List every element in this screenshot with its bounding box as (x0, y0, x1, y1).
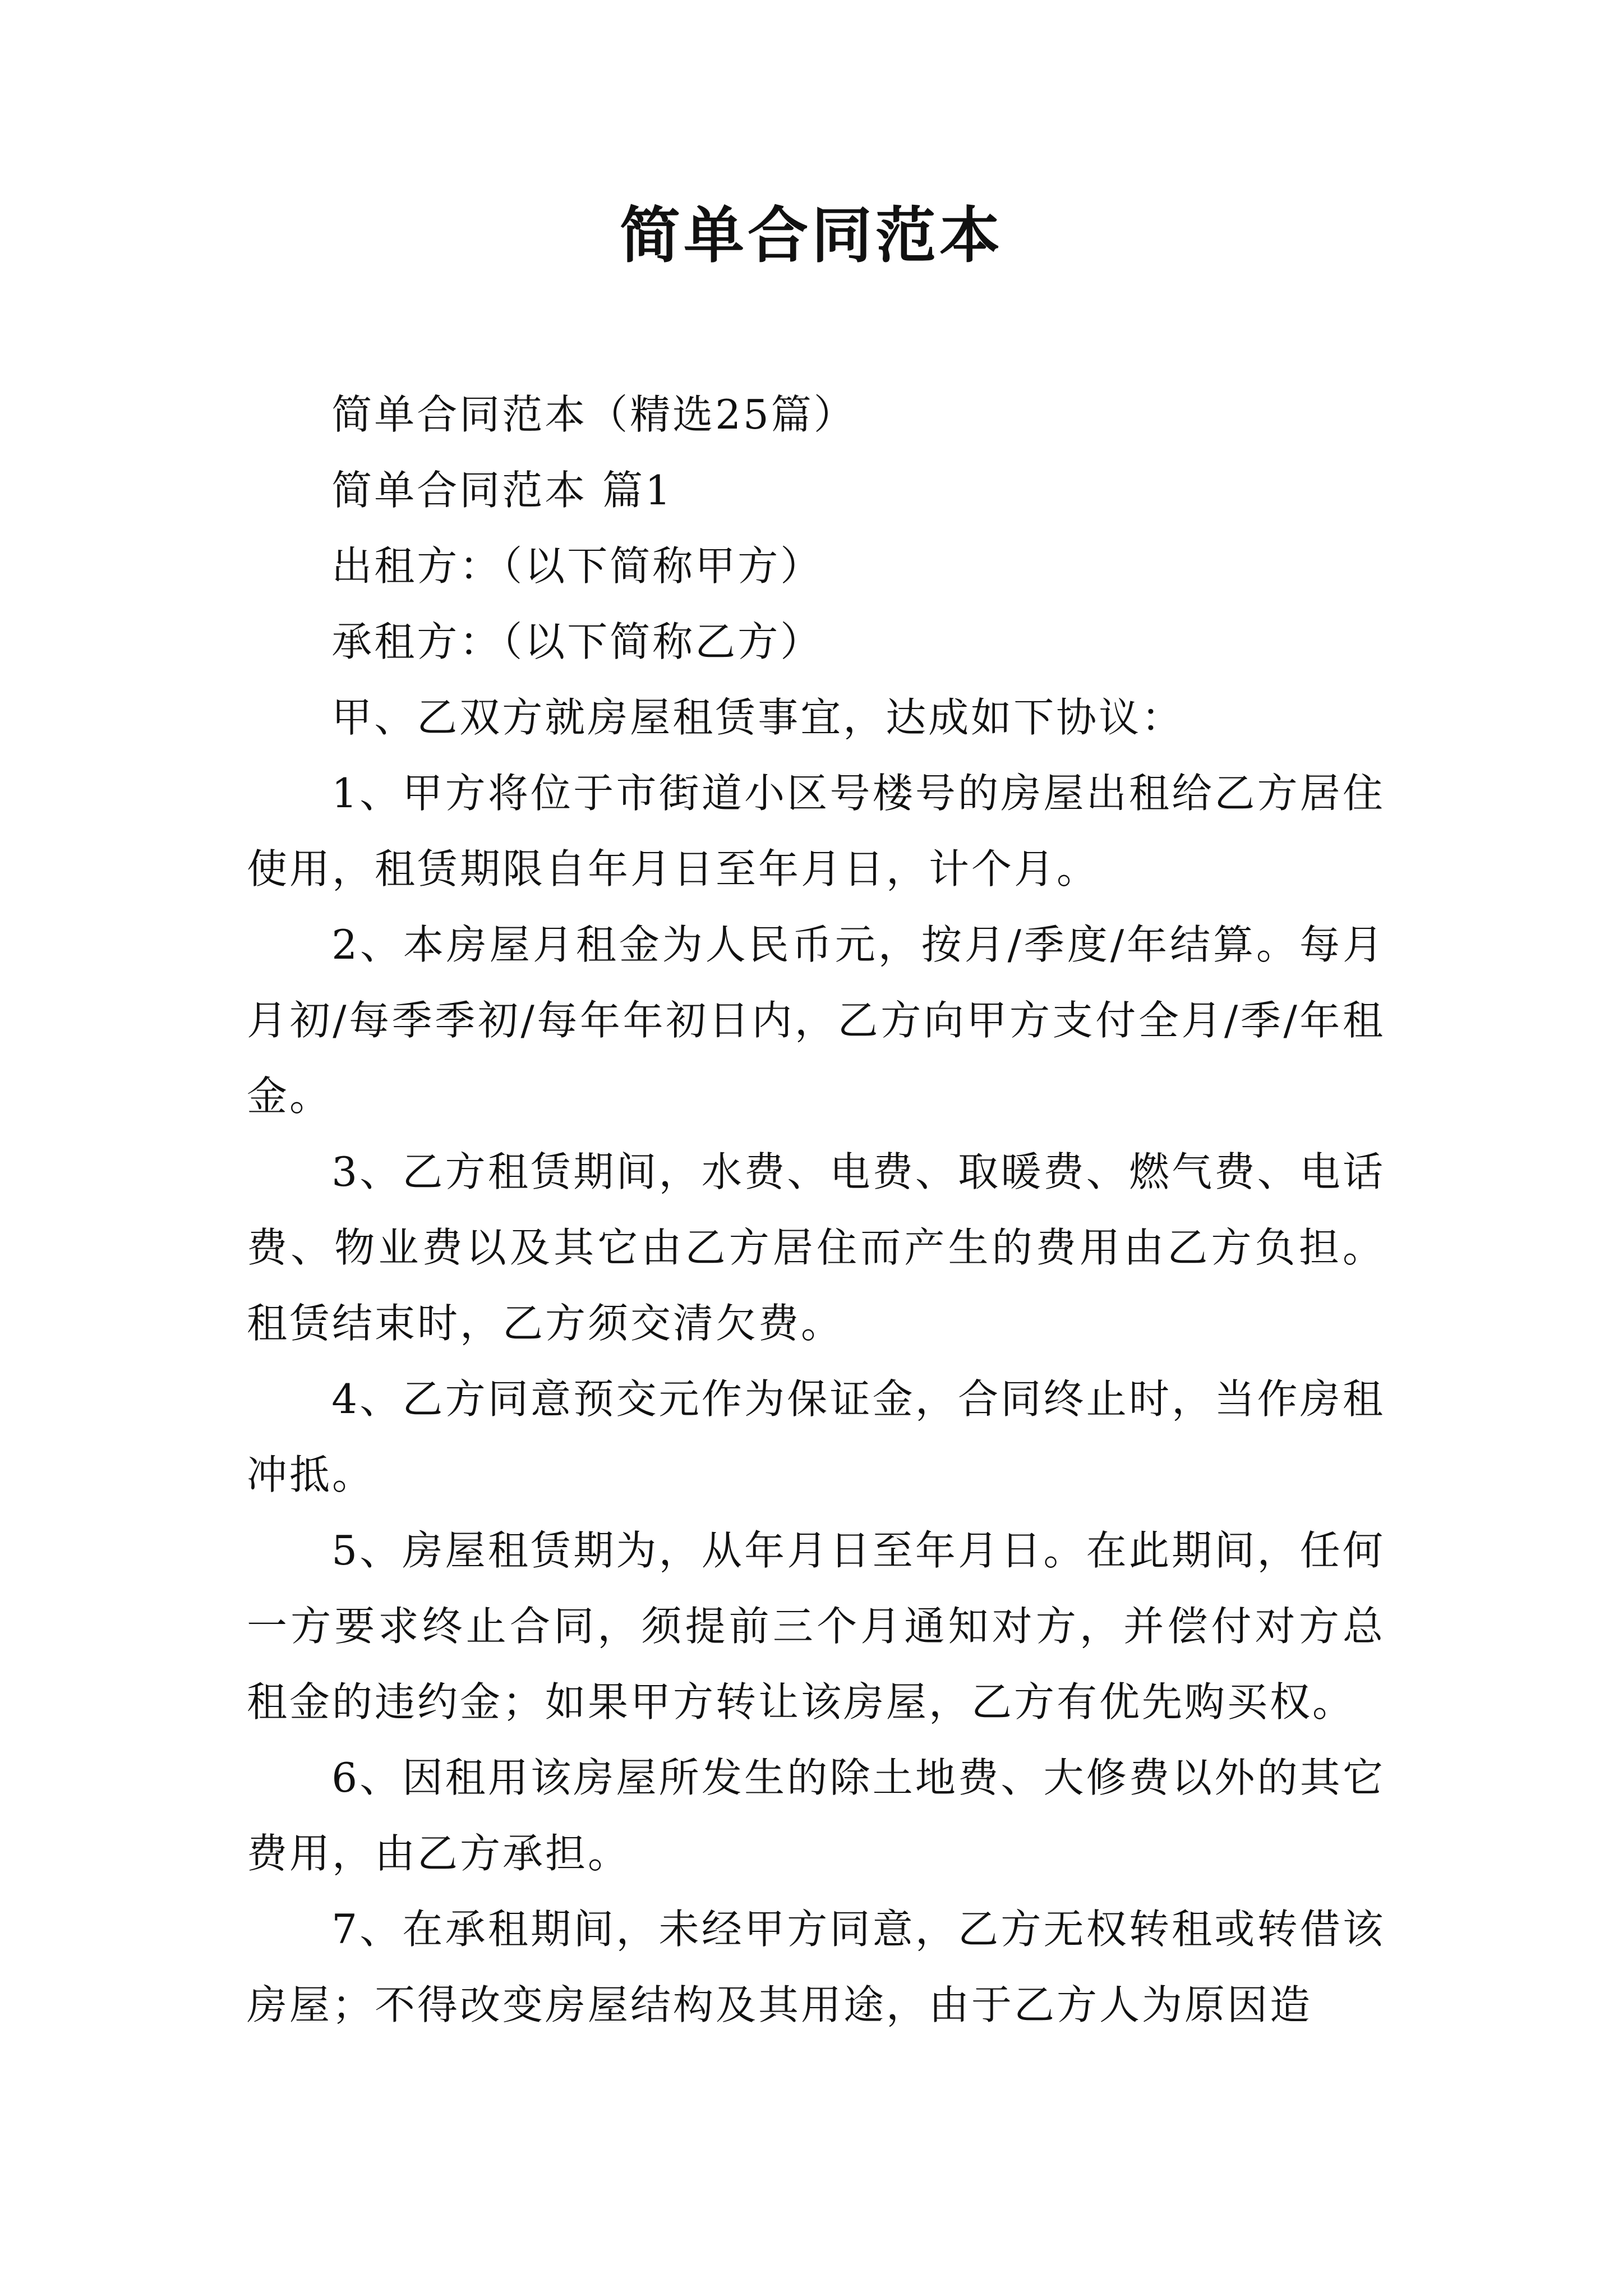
paragraph-clause-2: 2、本房屋月租金为人民币元，按月/季度/年结算。每月月初/每季季初/每年年初日内，乙方向甲方支付全月/季/年租金。 (247, 921, 1385, 1120)
paragraph-section-heading: 简单合同范本 篇1 (331, 467, 673, 514)
paragraph-clause-5: 5、房屋租赁期为，从年月日至年月日。在此期间，任何一方要求终止合同，须提前三个月通知对方，并偿付对方总租金的违约金；如果甲方转让该房屋，乙方有优先购买权。 (247, 1527, 1385, 1726)
paragraph-clause-1: 1、甲方将位于市街道小区号楼号的房屋出租给乙方居住使用，租赁期限自年月日至年月日，计个月。 (247, 770, 1385, 892)
paragraph-lessor: 出租方：（以下简称甲方） (331, 542, 823, 590)
document-title: 简单合同范本 (619, 200, 1003, 271)
paragraph-clause-3: 3、乙方租赁期间，水费、电费、取暖费、燃气费、电话费、物业费以及其它由乙方居住而产生的费用由乙方负担。租赁结束时，乙方须交清欠费。 (247, 1148, 1385, 1347)
paragraph-clause-7: 7、在承租期间，未经甲方同意，乙方无权转租或转借该房屋；不得改变房屋结构及其用途，由于乙方人为原因造 (247, 1906, 1385, 2028)
paragraph-clause-6: 6、因租用该房屋所发生的除土地费、大修费以外的其它费用，由乙方承担。 (247, 1754, 1385, 1877)
paragraph-lessee: 承租方：（以下简称乙方） (331, 618, 823, 665)
paragraph-collection-heading: 简单合同范本（精选25篇） (331, 391, 856, 438)
paragraph-clause-4: 4、乙方同意预交元作为保证金，合同终止时，当作房租冲抵。 (247, 1375, 1385, 1498)
paragraph-agreement-intro: 甲、乙双方就房屋租赁事宜，达成如下协议： (331, 694, 1184, 741)
document-body (247, 377, 1385, 2043)
